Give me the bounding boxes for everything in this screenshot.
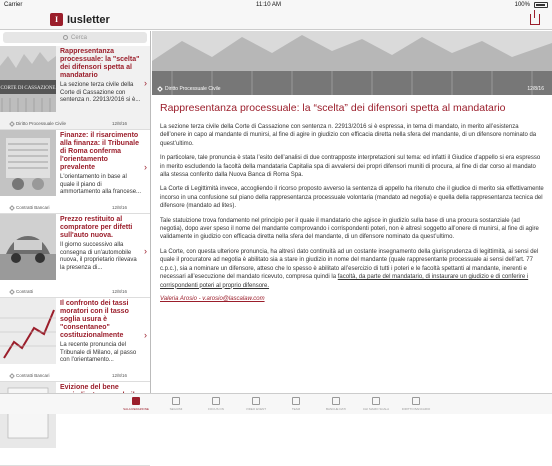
logo-icon: I <box>50 13 63 26</box>
search-input[interactable] <box>3 32 147 43</box>
article-paragraph: La Corte, con questa ulteriore pronuncia, ha altresì dato continuità ad un costante insegnamento della giurisprudenza di legittimità, ai sensi del quale il procuratore ad negotia è abilitato sia a stare in giudizio in nome del mandante (quale rappresentante processuale ai sensi dell’art. 77 c.p.c.), sia a nominare un difensore, atteso che lo spesso è abilitato all’esercizio di tutti i poteri e le facoltà spettanti al mandante, inerenti e necessari all’esecuzione del mandato ricevuto, compresa quindi la facoltà, da parte del mandatario, di instaurare un giudizio e di conferire i corrispondenti poteri al proprio difensore. <box>160 248 539 289</box>
tab-diritto-bancario[interactable]: DIRITTO BANCARIO <box>398 394 434 414</box>
tab-chi-siamo[interactable]: CHI SIAMO SCALA <box>358 394 394 414</box>
article-paragraph: Tale statuizione trova fondamento nel principio per il quale il mandatario che agisce in giudizio sulla base di una procura sostanziale (ad negotia), dopo aver speso il nome del mandante comprovando i corrispondenti poteri, non è altresì soggetto all’onere di munirsi, al fine di agire validamente in giudizio con efficacia diretta nella sfera del mandante, di un difensore nominato da quest’ultimo. <box>160 217 539 241</box>
underlined-text: facoltà, da parte del mandatario, di instaurare un giudizio e di conferire i corrispondenti poteri al proprio difensore. <box>160 274 529 289</box>
pen-icon <box>9 373 15 379</box>
item-category: Contratti Bancari <box>10 205 50 210</box>
item-date: 12/8/16 <box>112 373 128 378</box>
tab-focus-on[interactable]: FOCUS ON <box>198 394 234 414</box>
item-category: Contratti <box>10 289 33 294</box>
tab-video-event[interactable]: VIDEO EVENT <box>238 394 274 414</box>
item-title: Il confronto dei tassi moratori con il tasso soglia usura è "consentaneo" costituzionalmente <box>60 300 129 339</box>
chevron-right-icon: › <box>144 78 147 88</box>
item-title: Prezzo restituito al compratore per difetti sull'auto nuova. <box>60 216 133 239</box>
item-category: Diritto Processuale Civile <box>10 121 66 126</box>
video-icon <box>252 397 260 405</box>
app-logo <box>50 13 110 26</box>
author-link[interactable]: Valeria Arosio - v.arosio@lascalaw.com <box>160 295 265 302</box>
chevron-right-icon: › <box>144 330 147 340</box>
article-title: Rappresentanza processuale: la “scelta” dei difensori spetta al mandatario <box>160 102 506 114</box>
pen-icon <box>9 289 15 295</box>
tab-seguimi[interactable]: SEGUIMI <box>158 394 194 414</box>
search-placeholder: Cerca <box>70 34 87 41</box>
chevron-right-icon: › <box>144 246 147 256</box>
focus-icon <box>212 397 220 405</box>
follow-icon <box>172 397 180 405</box>
item-title: Evizione del bene <box>60 384 119 391</box>
carrier-label: Carrier <box>4 2 23 8</box>
status-right <box>515 2 548 8</box>
tab-sala-redazione[interactable]: SALA REDAZIONE <box>118 394 154 414</box>
tab-banche-dati[interactable]: BANCHE DATI <box>318 394 354 414</box>
article-thumbnail <box>0 46 56 112</box>
item-date: 12/8/16 <box>112 205 128 210</box>
pen-icon <box>9 205 15 211</box>
item-date: 12/8/16 <box>112 121 128 126</box>
list-item[interactable] <box>0 130 150 214</box>
item-date: 12/8/16 <box>112 289 128 294</box>
chevron-right-icon: › <box>144 162 147 172</box>
hero-category: Diritto Processuale Civile <box>158 86 221 92</box>
thumbnail-text: CORTE DI CASSAZIONE <box>0 86 56 91</box>
pen-icon <box>157 86 163 92</box>
item-category: Contratti Bancari <box>10 373 50 378</box>
list-item[interactable] <box>0 46 150 130</box>
item-excerpt: L'orientamento in base al quale il piano di ammortamento alla francese... <box>60 174 142 195</box>
search-icon <box>63 35 68 40</box>
item-title: Rappresentanza processuale: la "scelta" dei difensori spetta al mandatario <box>60 48 140 79</box>
item-excerpt: La recente pronuncia del Tribunale di Milano, al passo con l'orientamento... <box>60 342 137 363</box>
article-thumbnail <box>0 298 56 364</box>
info-icon <box>372 397 380 405</box>
share-icon[interactable] <box>530 14 540 25</box>
newsroom-icon <box>132 397 140 405</box>
status-bar <box>0 0 552 10</box>
item-excerpt: Il giorno successivo alla consegna di un'automobile nuova, il proprietario rilevava la presenza di... <box>60 242 137 271</box>
article-thumbnail <box>0 130 56 196</box>
clock: 11:10 AM <box>256 2 281 8</box>
item-excerpt: La sezione terza civile della Corte di Cassazione con sentenza n. 22913/2016 si è... <box>60 82 141 103</box>
article-thumbnail <box>0 382 56 448</box>
article-detail <box>152 31 552 393</box>
hero-date: 12/8/16 <box>527 86 544 92</box>
item-title: Finanze: il risarcimento alla finanza: il Tribunale di Roma conferma l'orientamento prevalente <box>60 132 139 171</box>
list-item[interactable] <box>0 214 150 298</box>
article-list-sidebar <box>0 31 151 393</box>
pen-icon <box>9 121 15 127</box>
battery-icon <box>534 2 548 8</box>
bottom-tab-bar <box>0 393 552 414</box>
bank-icon <box>412 397 420 405</box>
article-paragraph: In particolare, tale pronuncia è stata l’esito dell’analisi di due contrapposte interpretazioni sul tema: ed infatti il Giudice d’appello si era espresso in merito escludendo la facoltà della mandataria Capitalia spa di avvalersi dei propri difensori muniti di procura, al fine di dar corso al mandato alla stessa conferito dalla Nuova Banca di Roma Spa. <box>160 155 541 179</box>
app-title: Iusletter <box>67 13 110 26</box>
list-item[interactable] <box>0 298 150 382</box>
top-navbar <box>0 10 552 30</box>
tab-team[interactable]: TEAM <box>278 394 314 414</box>
article-thumbnail <box>0 214 56 280</box>
article-paragraph: La Corte di Legittimità invece, accogliendo il ricorso proposto avverso la sentenza di appello ha ritenuto che il giudice di merito sia effettivamente incorso in una confusione sul piano della rappresentanza processuale volontaria (mandato ad negotia) e quella della rappresentanza tecnica del difensore (mandato ad lites). <box>160 186 544 210</box>
team-icon <box>292 397 300 405</box>
hero-image <box>152 31 552 95</box>
article-body <box>152 95 552 302</box>
article-paragraph: La sezione terza civile della Corte di Cassazione con sentenza n. 22913/2016 si è espressa, in tema di mandato, in merito all’esistenza dell’onere in capo al mandante di munirsi, al fine di agire in giudizio con efficacia diretta nella sfera del mandante, di un difensore nominato da quest’ultimo. <box>160 124 537 147</box>
database-icon <box>332 397 340 405</box>
battery-percent: 100% <box>514 2 530 8</box>
